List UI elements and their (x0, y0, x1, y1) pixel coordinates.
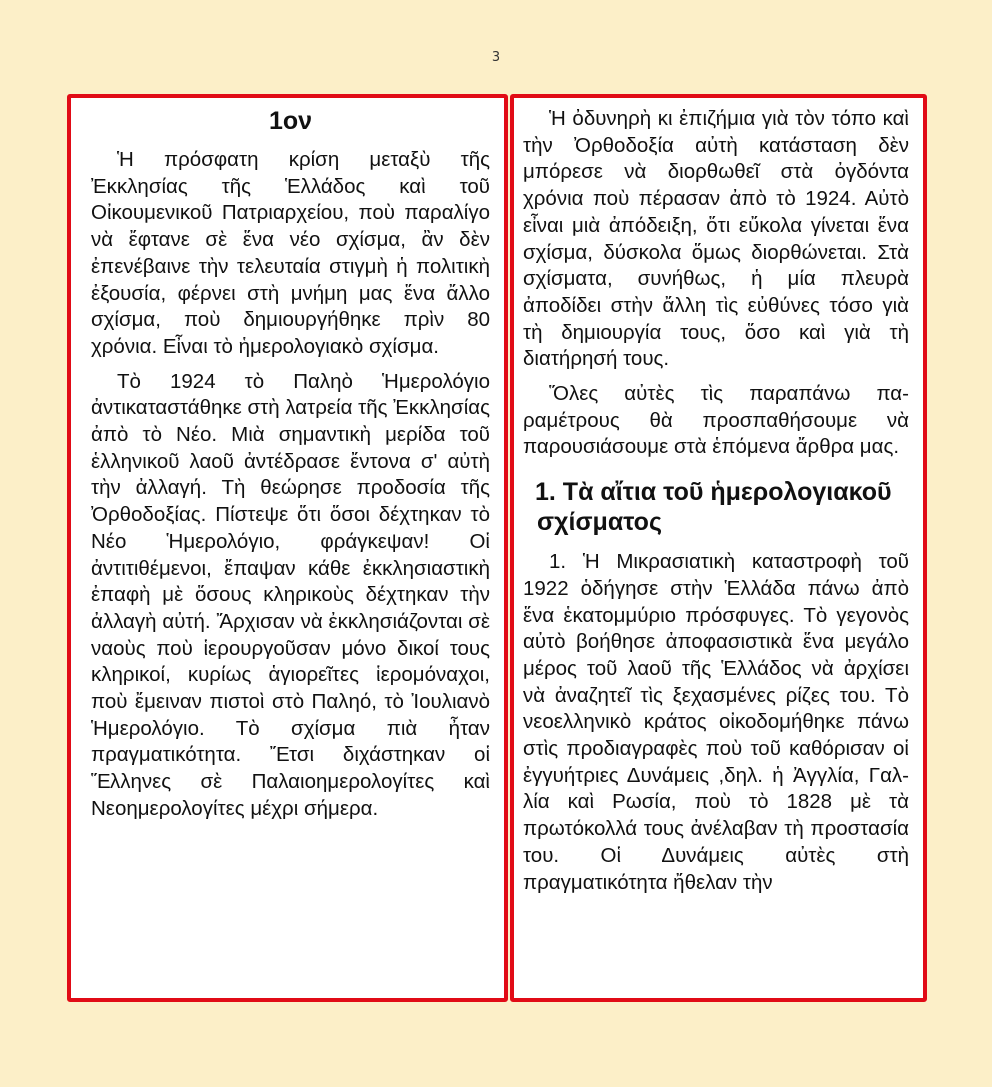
paragraph: Ὅλες αὐτὲς τὶς παραπάνω παραμέτρους θὰ προσπαθήσουμε νὰ παρουσιάσουμε στὰ ἑπόμενα ἄρθρα μας. (523, 382, 909, 459)
paragraph: Ἡ ὀδυνηρὴ κι ἐπιζήμια γιὰ τὸν τόπο καὶ τὴν Ὀρθοδοξία αὐτὴ κατάσταση δὲν μπόρεσε νὰ διορθωθεῖ στὰ ὀγδόντα χρόνια ποὺ πέρασαν ἀπὸ τὸ 1924. Αὐτὸ εἶναι μιὰ ἀπόδειξη, ὅτι εὔκολα γίνεται ἕνα σχίσμα, δύσκολα ὅμως διορθώνεται. Στὰ σχίσματα, συνήθως, ἡ μία πλευρὰ ἀποδίδει στὴν ἄλλη τὶς εὐθύνες τόσο γιὰ τὴ δημιουργία τους, ὅσο καὶ γιὰ τὴ διατήρησή τους. (523, 107, 909, 371)
paragraph: Τὸ 1924 τὸ Παληὸ Ἡμερολόγιο ἀντικαταστάθηκε στὴ λατρεία τῆς Ἐκκλησίας ἀπὸ τὸ Νέο. Μιὰ σημαντικὴ μερίδα τοῦ ἑλληνικοῦ λαοῦ ἀντέδρασε ἔντονα σ' αὐτὴ τὴν ἀλλαγή. Τὴ θεώρησε προδοσία τῆς Ὀρθοδοξίας. Πίστεψε ὅτι ὅσοι δέχτηκαν τὸ Νέο Ἡμερολόγιο, φράγκεψαν! Οἱ ἀντιτιθέμενοι, ἔπαψαν κάθε ἐκκλησιαστικὴ ἐπαφὴ μὲ ὅσους κληρικοὺς δέχτηκαν τὴν ἀλλαγὴ αὐτή. Ἄρχισαν νὰ ἐκκλησιάζονται σὲ ναοὺς ποὺ ἱερουργοῦσαν μόνο δικοί τους κληρικοί, κυρίως ἁγιορεῖτες ἱερομόναχοι, ποὺ ἔμειναν πιστοὶ στὸ Παληό, τὸ Ἰουλιανὸ Ἡμερολόγιο. Τὸ σχίσμα πιὰ ἦταν πραγματικότητα. Ἔτσι διχάστηκαν οἱ Ἕλληνες σὲ Παλαιοημερολογίτες καὶ Νεοημερολογίτες μέχρι σήμερα. (91, 369, 490, 820)
paragraph: 1. Ἡ Μικρασιατικὴ καταστροφὴ τοῦ 1922 ὁδήγησε στὴν Ἑλλάδα πάνω ἀπὸ ἕνα ἑκατομμύριο πρόσφυγες. Τὸ γεγονὸς αὐτὸ βοήθησε ἀποφασιστικὰ ἕνα μεγάλο μέρος τοῦ λαοῦ τῆς Ἑλλάδος νὰ ἀρχίσει νὰ ἀναζητεῖ τὶς ξεχασμένες ρίζες του. Τὸ νεοελληνικὸ κράτος οἰκοδομήθηκε πάνω στὶς προδιαγραφὲς ποὺ τοῦ καθόρισαν οἱ ἐγγυήτριες Δυνάμεις ,δηλ. ἡ Ἀγγλία, Γαλλία καὶ Ρωσία, ποὺ τὸ 1828 μὲ τὰ πρωτόκολλά τους ἀνέλαβαν τὴ προστασία του. Οἱ Δυνάμεις αὐτὲς στὴ πραγματικότητα ἤθελαν τὴν (523, 550, 909, 894)
left-text-column (67, 94, 508, 1002)
page-number: 3 (491, 50, 501, 65)
right-text-column (510, 94, 927, 1002)
column-title: 1ον (268, 107, 313, 135)
section-heading: 1. Τὰ αἴτια τοῦ ἡμερολογιακοῦ σχίσματος (535, 478, 892, 537)
paragraph: Ἡ πρόσφατη κρίση μεταξὺ τῆς Ἐκκλησίας τῆς Ἑλλάδος καὶ τοῦ Οἰκουμενικοῦ Πατριαρχείου, ποὺ παραλίγο νὰ ἔφτανε σὲ ἕνα νέο σχίσμα, ἂν δὲν ἐπενέβαινε τὴν τελευταία στιγμὴ ἡ πολιτικὴ ἐξουσία, φέρνει στὴ μνήμη μας ἕνα ἄλλο σχίσμα, ποὺ δημιουργήθηκε πρὶν 80 χρόνια. Εἶναι τὸ ἡμερολογιακὸ σχίσμα. (91, 148, 490, 358)
